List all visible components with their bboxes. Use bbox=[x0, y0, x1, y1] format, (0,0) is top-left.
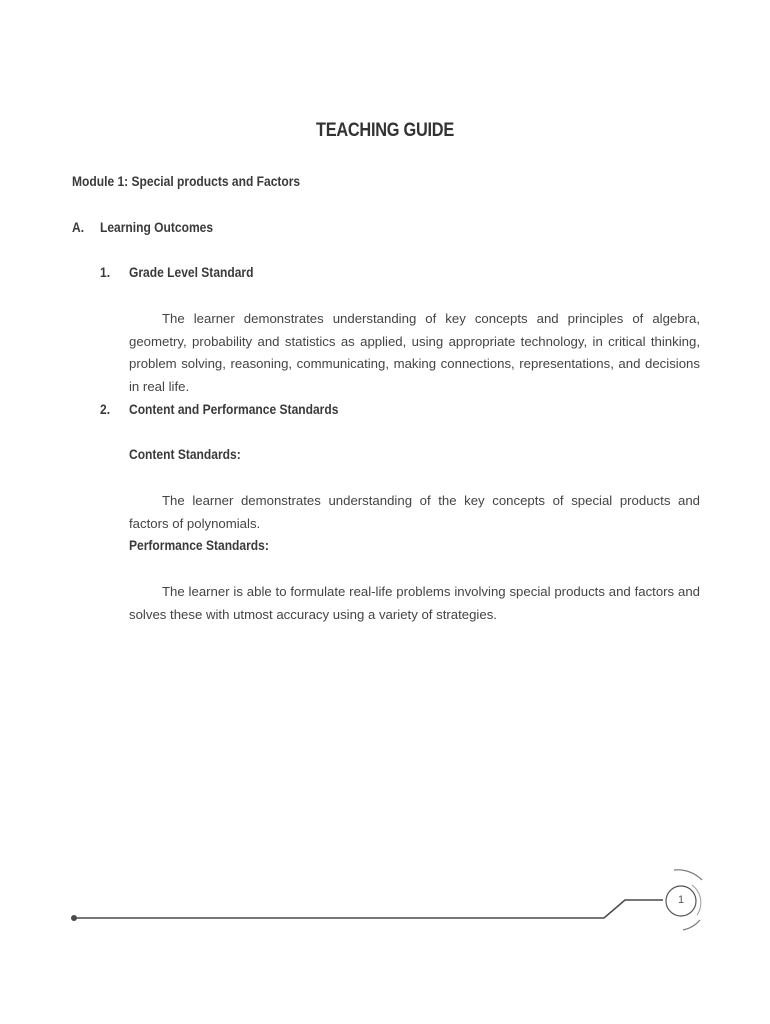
page-title: TEACHING GUIDE bbox=[315, 120, 455, 141]
section-a-label: Learning Outcomes bbox=[100, 219, 214, 235]
section-a-marker: A. bbox=[72, 219, 85, 235]
content-standards-body: The learner demonstrates understanding of the key concepts of special products and factors of polynomials. bbox=[129, 493, 700, 531]
item-2-marker: 2. bbox=[100, 401, 111, 417]
footer-line bbox=[74, 900, 663, 918]
page-number: 1 bbox=[677, 894, 685, 906]
content-standards-label: Content Standards: bbox=[129, 446, 241, 462]
performance-standards-label: Performance Standards: bbox=[129, 537, 269, 553]
performance-standards-body: The learner is able to formulate real-life problems involving special products and factors and solves these with utmost accuracy using a variety of strategies. bbox=[129, 584, 700, 622]
item-1-marker: 1. bbox=[100, 264, 111, 280]
module-heading: Module 1: Special products and Factors bbox=[72, 173, 301, 189]
item-2-label: Content and Performance Standards bbox=[129, 401, 339, 417]
item-1-label: Grade Level Standard bbox=[129, 264, 254, 280]
page-number-arc-bottom bbox=[683, 920, 700, 930]
page-number-arc-top bbox=[674, 870, 702, 880]
grade-level-standard-body: The learner demonstrates understanding of key concepts and principles of algebra, geometry, probability and statistics as applied, using appropriate technology, in critical thinking, problem solving, reasoning, communicating, making connections, representations, and decisions in real life. bbox=[129, 311, 700, 394]
